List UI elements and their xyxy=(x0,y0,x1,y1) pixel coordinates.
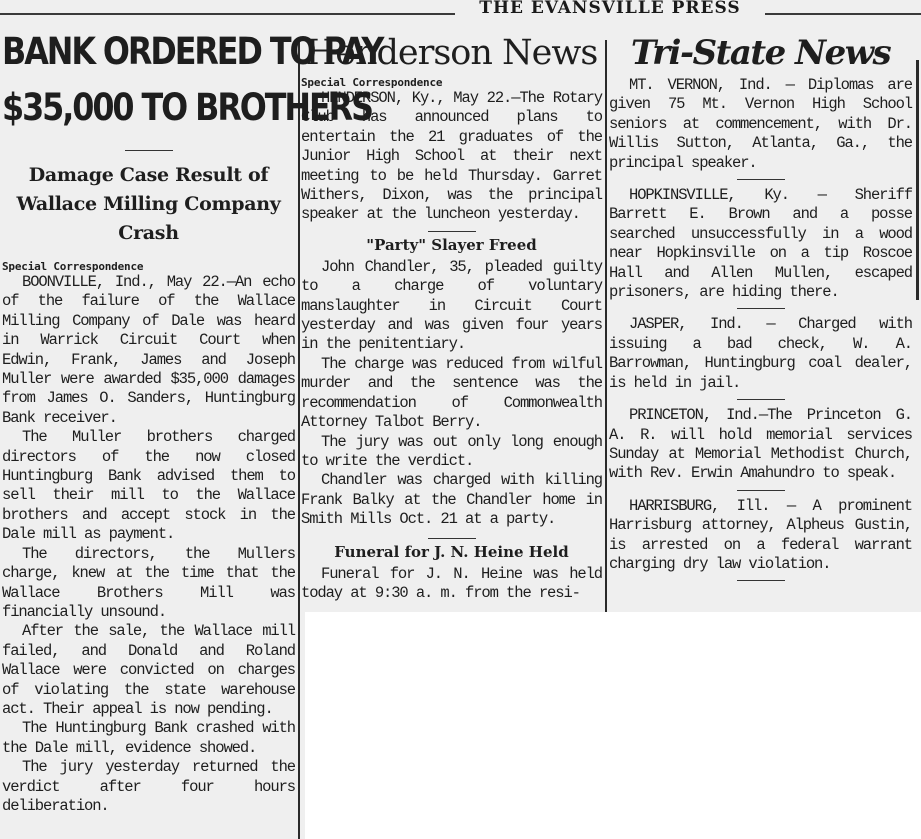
paragraph: The jury yesterday returned the verdict after four hours deliberation. xyxy=(2,758,295,815)
left-article-body xyxy=(2,273,295,816)
middle-column xyxy=(301,30,602,612)
paragraph: Funeral for J. N. Heine was held today at 9:30 a. m. from the resi- xyxy=(301,564,602,602)
news-item: PRINCETON, Ind.—The Princeton G. A. R. will hold memorial services Sunday at Memorial Methodist Church, with Rev. Erwin Amahundro to speak. xyxy=(609,406,912,483)
tri-state-items xyxy=(609,76,912,581)
paragraph: John Chandler, 35, pleaded guilty to a charge of voluntary manslaughter in Circuit Court yesterday and was given four years in the penitentiary. xyxy=(301,257,602,354)
tri-state-news-title: Tri-State News xyxy=(630,33,891,73)
news-item: HOPKINSVILLE, Ky. — Sheriff Barrett E. Brown and a posse searched unsuccessfully in a wood near Hopkinsville on a tip Roscoe Hall and Allen Mullen, escaped prisoners, are hiding there. xyxy=(609,186,912,302)
news-item: MT. VERNON, Ind. — Diplomas are given 75 Mt. Vernon High School seniors at commencement, with Dr. Willis Sutton, Atlanta, Ga., the principal speaker. xyxy=(609,76,912,172)
paragraph: Chandler was charged with killing Frank Balky at the Chandler home in Smith Mills Oct. 21 at a party. xyxy=(301,471,602,529)
special-correspondence: Special Correspondence xyxy=(2,260,144,273)
henderson-news-title: Henderson News xyxy=(305,33,598,73)
funeral-article-body xyxy=(301,565,602,604)
column-divider-2 xyxy=(605,40,607,612)
paragraph: After the sale, the Wallace mill failed, and Donald and Roland Wallace were convicted on charges of violating the state warehouse act. Their appeal is now pending. xyxy=(2,622,295,718)
news-item: JASPER, Ind. — Charged with issuing a bad check, W. A. Barrowman, Huntingburg coal dealer, is held in jail. xyxy=(609,315,912,392)
special-correspondence: Special Correspondence xyxy=(301,76,443,89)
masthead: THE EVANSVILLE PRESS xyxy=(455,0,765,18)
subhead-funeral: Funeral for J. N. Heine Held xyxy=(334,542,569,561)
slayer-article-body xyxy=(301,258,602,530)
middle-article-body xyxy=(301,89,602,225)
paragraph: BOONVILLE, Ind., May 22.—An echo of the failure of the Wallace Milling Company of Dale was heard in Warrick Circuit Court when Edwin, Frank, James and Joseph Muller were awarded $35,000 damages from James O. Sanders, Huntingburg Bank receiver. xyxy=(2,273,295,427)
deck-headline: Damage Case Result of Wallace Milling Company Crash xyxy=(16,164,281,244)
item-rule xyxy=(737,580,785,581)
headline-line-1: BANK ORDERED TO PAY xyxy=(2,30,383,73)
item-rule xyxy=(737,308,785,309)
paragraph: The jury was out only long enough to write the verdict. xyxy=(301,432,602,470)
paragraph: HENDERSON, Ky., May 22.—The Rotary Club has announced plans to entertain the 21 graduates of the Junior High School at their next meeting to be held Thursday. Garret Withers, Dixon, was the principal speaker at the luncheon yesterday. xyxy=(301,89,602,224)
news-item: HARRISBURG, Ill. — A prominent Harrisburg attorney, Alpheus Gustin, is arrested on a federal warrant charging dry law violation. xyxy=(609,496,912,573)
item-rule xyxy=(737,399,785,400)
item-rule xyxy=(737,490,785,491)
right-column xyxy=(609,30,912,612)
item-rule xyxy=(737,179,785,180)
paragraph: The Muller brothers charged directors of the now closed Huntingburg Bank advised them to sell their mill to the Wallace brothers and accept stock in the Dale mill as payment. xyxy=(2,428,295,544)
subhead-party-slayer: "Party" Slayer Freed xyxy=(366,235,537,254)
column-divider-1 xyxy=(298,40,300,839)
paragraph: The Huntingburg Bank crashed with the Dale mill, evidence showed. xyxy=(2,719,295,757)
paragraph: The charge was reduced from wilful murder and the sentence was the recommendation of Commonwealth Attorney Talbot Berry. xyxy=(301,354,602,432)
paragraph: The directors, the Mullers charge, knew at the time that the Wallace Brothers Mill was financially unsound. xyxy=(2,544,295,621)
right-edge-mark xyxy=(916,60,919,300)
left-column xyxy=(2,24,383,839)
headline-line-2: $35,000 TO BROTHERS xyxy=(2,86,372,129)
